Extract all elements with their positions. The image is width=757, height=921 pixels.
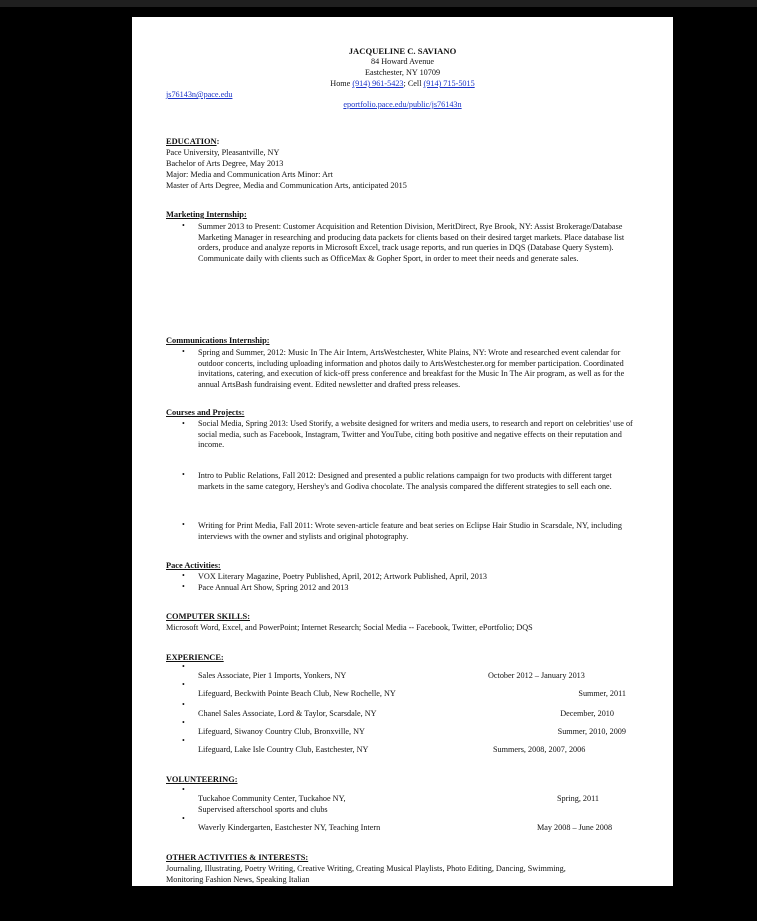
experience-title: Lifeguard, Siwanoy Country Club, Bronxville, NY bbox=[198, 727, 365, 736]
volunteer-date: Spring, 2011 bbox=[556, 794, 599, 803]
activity-item: VOX Literary Magazine, Poetry Published, April, 2012; Artwork Published, April, 2013 bbox=[198, 572, 488, 581]
bullet-icon: • bbox=[182, 571, 185, 580]
bullet-icon: • bbox=[182, 680, 185, 689]
other-line: Monitoring Fashion News, Speaking Italian bbox=[166, 875, 310, 884]
other-line: Journaling, Illustrating, Poetry Writing, Creative Writing, Creating Musical Playlists, Photo Editing, Dancing, Swimming, bbox=[166, 864, 566, 873]
email-link[interactable]: js76143n@pace.edu bbox=[166, 90, 233, 99]
home-phone-link[interactable]: (914) 961-5423 bbox=[352, 79, 404, 88]
marketing-description: Summer 2013 to Present: Customer Acquisition and Retention Division, MeritDirect, Rye Brook, NY: Assist Brokerage/Database Marketing Manager in researching and producing data packets for clients based on their desired target markets. Place database list orders, produce and analyze reports in Microsoft Excel, track usage reports, and run queries in DQS (Database Query System). Communicate daily with clients such as OfficeMax & Gopher Sport, in order to meet their needs and generate sales. bbox=[198, 222, 625, 263]
volunteering-heading: VOLUNTEERING: bbox=[166, 775, 238, 784]
course-item: Writing for Print Media, Fall 2011: Wrote seven-article feature and beat series on Eclipse Hair Studio in Scarsdale, NY, including interviews with the owner and stylists and original photography. bbox=[198, 521, 622, 541]
course-item: Social Media, Spring 2013: Used Storify, a website designed for writers and media users, to research and report on celebrities' use of social media, such as Facebook, Instagram, Twitter and YouTube, citing both positive and negative effects on their reputation and income. bbox=[198, 419, 633, 450]
resume-page bbox=[132, 17, 673, 886]
volunteer-title: Tuckahoe Community Center, Tuckahoe NY, bbox=[198, 794, 346, 803]
experience-title: Lifeguard, Lake Isle Country Club, Eastchester, NY bbox=[198, 745, 369, 754]
volunteer-subtitle: Supervised afterschool sports and clubs bbox=[198, 805, 328, 814]
experience-date: Summers, 2008, 2007, 2006 bbox=[493, 745, 586, 754]
cell-phone-link[interactable]: (914) 715-5015 bbox=[423, 79, 475, 88]
volunteer-title: Waverly Kindergarten, Eastchester NY, Teaching Intern bbox=[198, 823, 381, 832]
communications-heading: Communications Internship: bbox=[166, 336, 270, 345]
experience-date: December, 2010 bbox=[560, 709, 614, 718]
top-bar bbox=[0, 0, 757, 7]
address-line-2: Eastchester, NY 10709 bbox=[364, 68, 441, 77]
experience-date: October 2012 – January 2013 bbox=[488, 671, 585, 680]
bullet-icon: • bbox=[182, 662, 185, 671]
experience-title: Sales Associate, Pier 1 Imports, Yonkers, NY bbox=[198, 671, 347, 680]
experience-heading: EXPERIENCE: bbox=[166, 653, 224, 662]
skills-heading: COMPUTER SKILLS: bbox=[166, 612, 250, 621]
bullet-icon: • bbox=[182, 520, 185, 529]
address-line-1: 84 Howard Avenue bbox=[370, 57, 435, 66]
education-line: Master of Arts Degree, Media and Communication Arts, anticipated 2015 bbox=[166, 181, 407, 190]
experience-title: Chanel Sales Associate, Lord & Taylor, Scarsdale, NY bbox=[198, 709, 377, 718]
bullet-icon: • bbox=[182, 582, 185, 591]
education-line: Major: Media and Communication Arts Minor: Art bbox=[166, 170, 333, 179]
education-heading: EDUCATION: bbox=[166, 137, 220, 146]
activity-item: Pace Annual Art Show, Spring 2012 and 2013 bbox=[198, 583, 349, 592]
bullet-icon: • bbox=[182, 347, 185, 356]
bullet-icon: • bbox=[182, 700, 185, 709]
volunteer-date: May 2008 – June 2008 bbox=[537, 823, 613, 832]
communications-description: Spring and Summer, 2012: Music In The Air Intern, ArtsWestchester, White Plains, NY: Wrote and researched event calendar for outdoor concerts, including uploading information and photos daily to ArtsWestchester.org for member participation. Coordinated invitations, catering, and execution of kick-off press conference and breakfast for the Music In The Air program, as well as for the annual ArtsBash fundraising event. Edited newsletter and drafted press releases. bbox=[198, 348, 625, 389]
education-line: Bachelor of Arts Degree, May 2013 bbox=[166, 159, 284, 168]
bullet-icon: • bbox=[182, 814, 185, 823]
bullet-icon: • bbox=[182, 718, 185, 727]
bullet-icon: • bbox=[182, 419, 185, 428]
portfolio-link[interactable]: eportfolio.pace.edu/public/js76143n bbox=[343, 100, 462, 109]
home-label: Home bbox=[330, 79, 353, 88]
course-item: Intro to Public Relations, Fall 2012: Designed and presented a public relations campaign for two products with different target markets in the same category, Hershey's and Godiva chocolate. The analysis compared the different strategies to sell each one. bbox=[198, 471, 612, 491]
phone-line bbox=[132, 79, 673, 90]
experience-date: Summer, 2010, 2009 bbox=[557, 727, 626, 736]
bullet-icon: • bbox=[182, 470, 185, 479]
bullet-icon: • bbox=[182, 221, 185, 230]
resume-name: JACQUELINE C. SAVIANO bbox=[348, 46, 457, 56]
cell-label: ; Cell bbox=[403, 79, 424, 88]
courses-heading: Courses and Projects: bbox=[166, 408, 245, 417]
marketing-heading: Marketing Internship: bbox=[166, 210, 247, 219]
education-line: Pace University, Pleasantville, NY bbox=[166, 148, 280, 157]
bullet-icon: • bbox=[182, 736, 185, 745]
other-heading: OTHER ACTIVITIES & INTERESTS: bbox=[166, 853, 309, 862]
activities-heading: Pace Activities: bbox=[166, 561, 221, 570]
skills-text: Microsoft Word, Excel, and PowerPoint; Internet Research; Social Media -- Facebook, Twitter, ePortfolio; DQS bbox=[166, 623, 533, 632]
experience-date: Summer, 2011 bbox=[578, 689, 626, 698]
bullet-icon: • bbox=[182, 785, 185, 794]
experience-title: Lifeguard, Beckwith Pointe Beach Club, New Rochelle, NY bbox=[198, 689, 396, 698]
